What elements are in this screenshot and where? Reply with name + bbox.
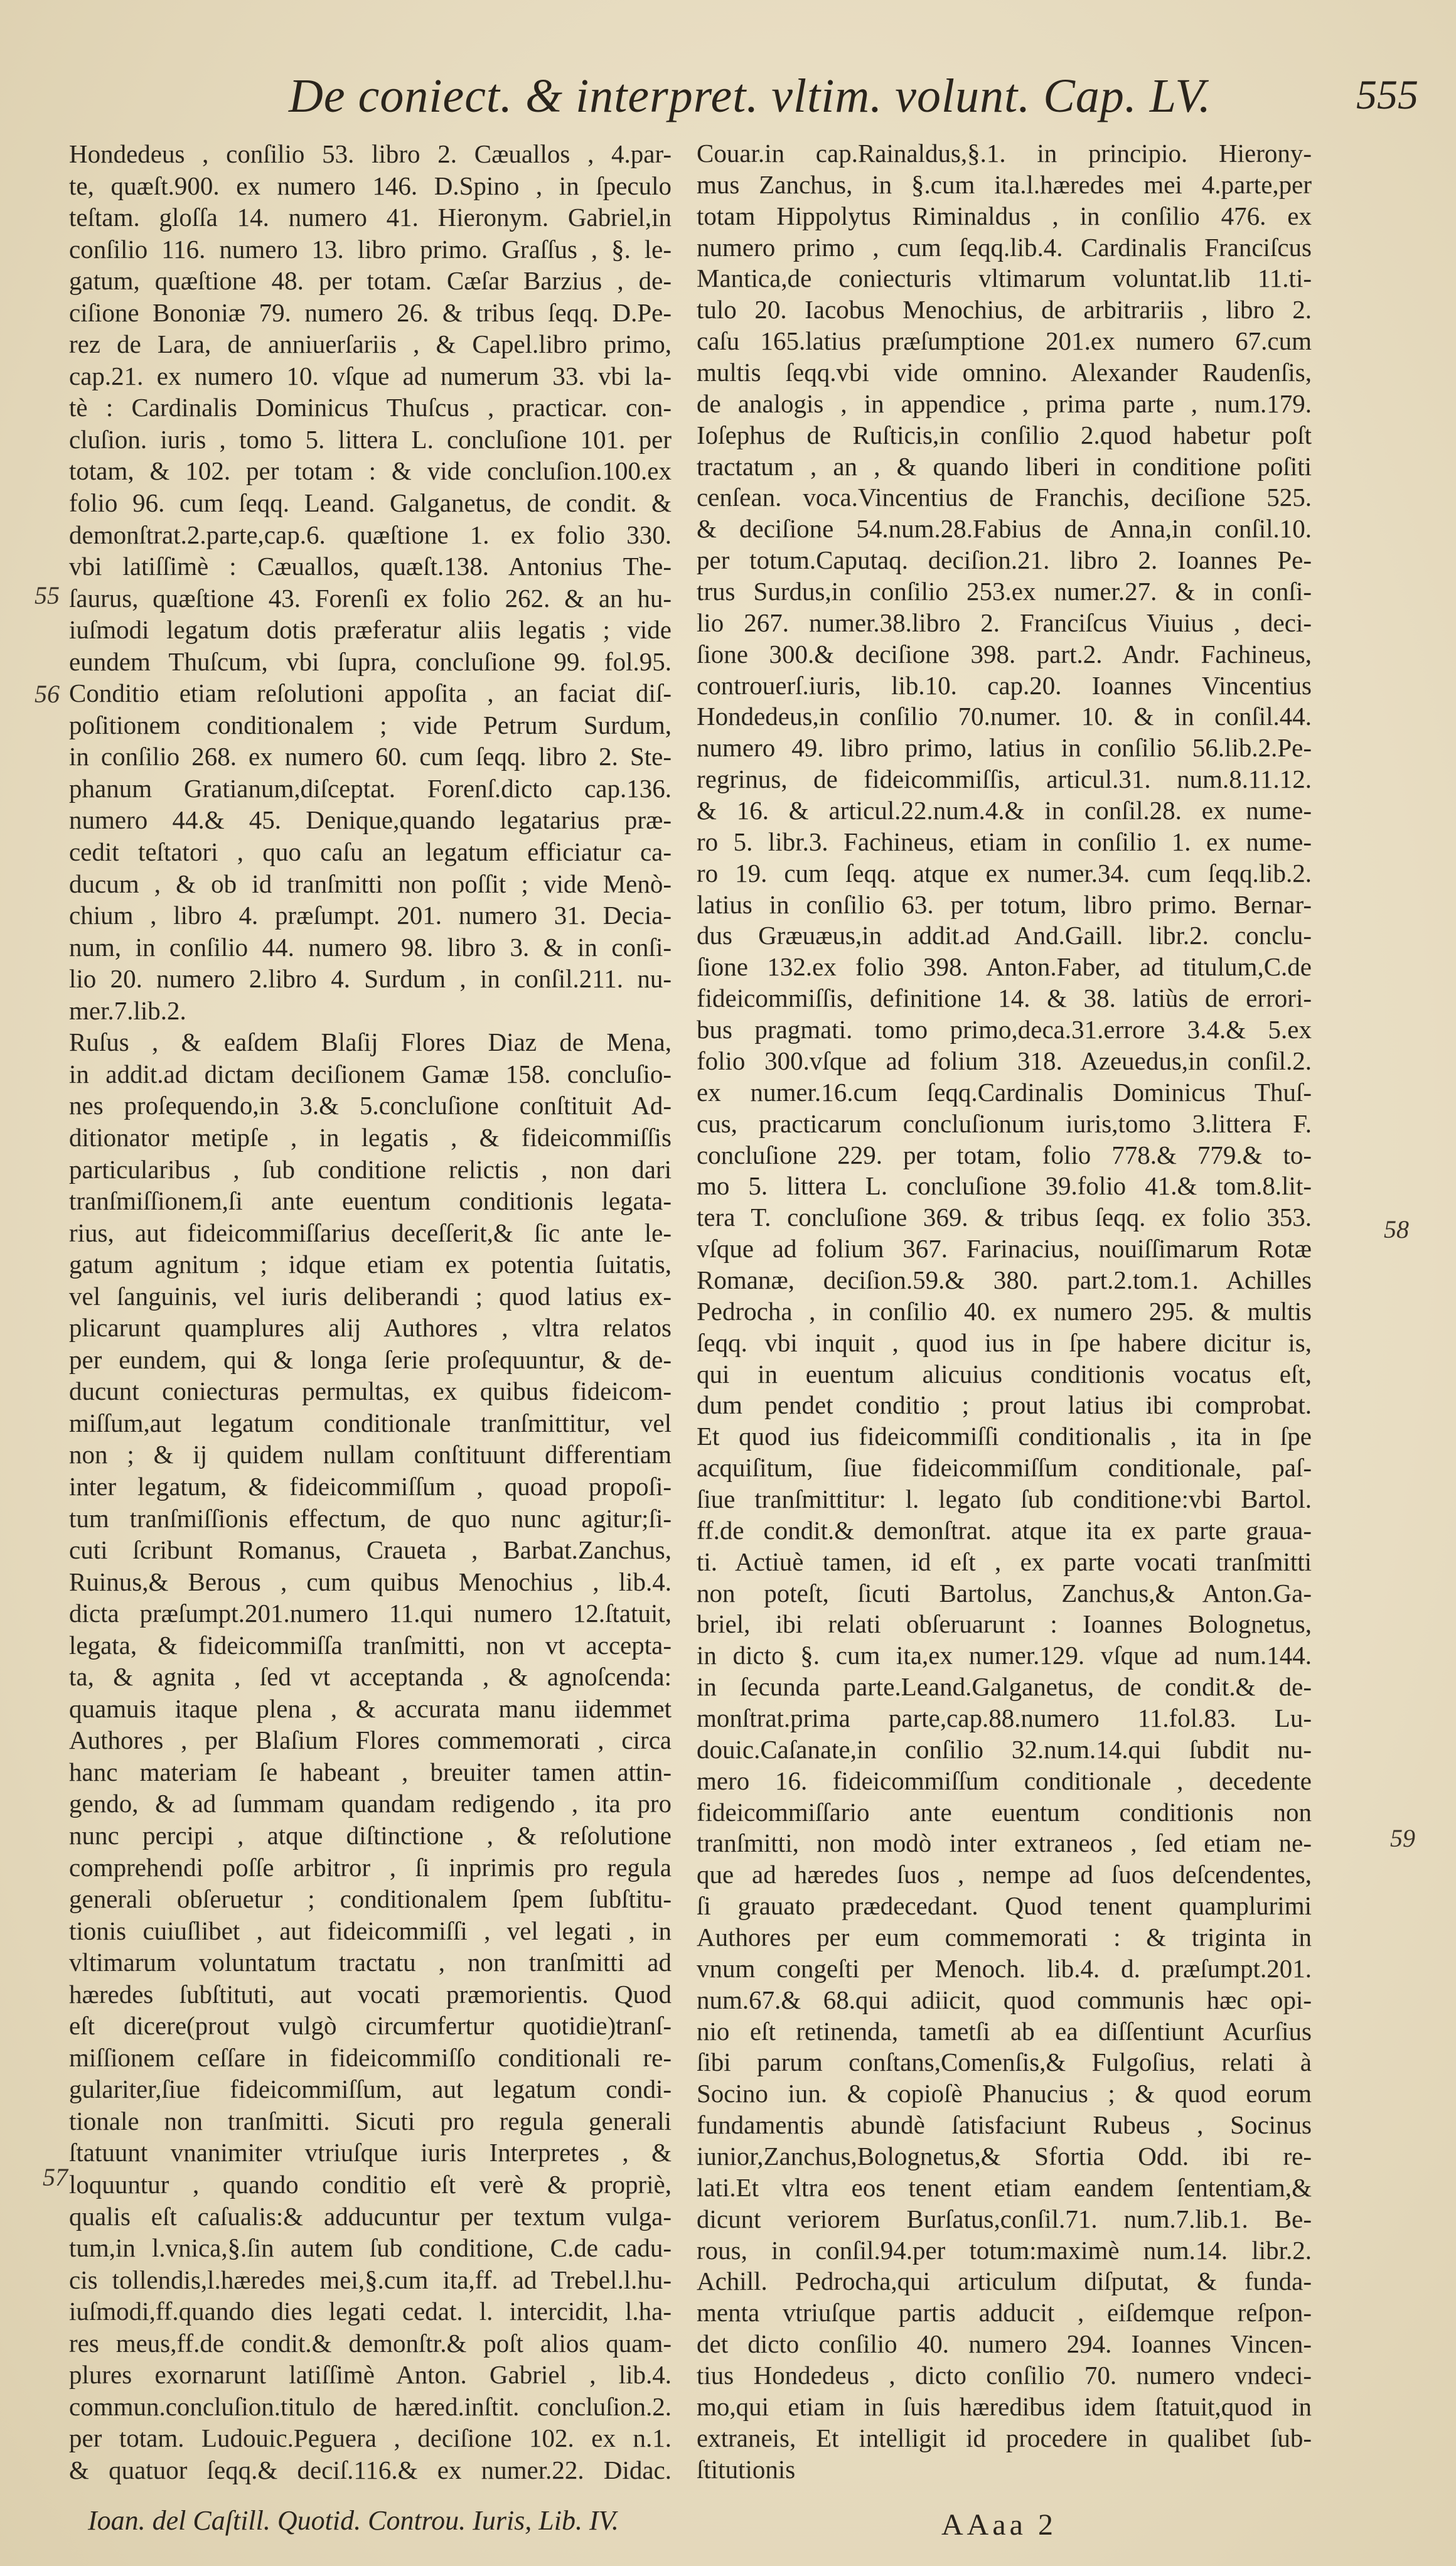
text-line: numero 49. libro primo, latius in conſilio 56.lib.2.Pe-: [697, 733, 1312, 763]
text-line: mo 5. littera L. concluſione 39.folio 41.& tom.8.lit-: [697, 1171, 1312, 1201]
text-line: ſi grauato prædecedant. Quod tenent quamplurimi: [697, 1891, 1312, 1921]
text-line: iunior,Zanchus,Bolognetus,& Sfortia Odd. ibi re-: [697, 2142, 1312, 2171]
text-line: ſione 300.& deciſione 398. part.2. Andr. Fachineus,: [697, 639, 1312, 668]
text-line: ſtitutionis: [697, 2454, 796, 2484]
text-line: nes proſequendo,in 3.& 5.concluſione conſtituit Ad-: [69, 1091, 672, 1120]
text-line: menta vtriuſque partis adducit , eiſdemque reſpon-: [697, 2298, 1312, 2327]
text-line: te, quæſt.900. ex numero 146. D.Spino , in ſpeculo: [69, 171, 672, 200]
text-line: plures exornarunt latiſſimè Anton. Gabriel , lib.4.: [69, 2360, 672, 2390]
text-line: Et quod ius fideicommiſſi conditionalis , ita in ſpe: [697, 1422, 1312, 1451]
text-line: tè : Cardinalis Dominicus Thuſcus , practicar. con-: [69, 393, 672, 422]
signature-mark: AAaa 2: [941, 2508, 1057, 2542]
text-line: nunc percipi , atque diſtinctione , & reſolutione: [69, 1820, 672, 1850]
text-line: tionis cuiuſlibet , aut fideicommiſſi , vel legati , in: [69, 1916, 672, 1945]
text-line: tius Hondedeus , dicto conſilio 70. numero vndeci-: [697, 2361, 1312, 2390]
text-line: fideicommiſſis, definitione 14. & 38. latiùs de errori-: [697, 984, 1312, 1013]
text-line: num, in conſilio 44. numero 98. libro 3. & in conſi-: [69, 932, 672, 962]
text-line: totam, & 102. per totam : & vide concluſion.100.ex: [69, 456, 672, 486]
text-line: in conſilio 268. ex numero 60. cum ſeqq. libro 2. Ste-: [69, 742, 672, 771]
text-line: phanum Gratianum,diſceptat. Forenſ.dicto cap.136.: [69, 773, 672, 803]
margin-number-57: 57: [43, 2163, 68, 2191]
text-line: extraneis, Et intelligit id procedere in qualibet ſub-: [697, 2423, 1312, 2452]
text-line: iuſmodi legatum dotis præferatur aliis legatis ; vide: [69, 615, 672, 645]
text-line: tera T. concluſione 369. & tribus ſeqq. ex folio 353.: [697, 1203, 1312, 1232]
text-line: non ; & ij quidem nullam conſtituunt differentiam: [69, 1440, 672, 1469]
text-line: tulo 20. Iacobus Menochius, de arbitrariis , libro 2.: [697, 295, 1312, 325]
running-header: [289, 69, 1431, 138]
text-line: demonſtrat.2.parte,cap.6. quæſtione 1. ex folio 330.: [69, 520, 672, 549]
text-line: ti. Actiuè tamen, id eſt , ex parte vocati tranſmitti: [697, 1547, 1312, 1576]
text-line: dicunt veriorem Burſatus,conſil.71. num.7.lib.1. Be-: [697, 2204, 1312, 2233]
text-line: ſibi parum conſtans,Comenſis,& Fulgoſius, relati à: [697, 2048, 1312, 2077]
text-line: gatum agnitum ; idque etiam ex potentia ſuitatis,: [69, 1250, 672, 1279]
text-line: Ruinus,& Berous , cum quibus Menochius , lib.4.: [69, 1567, 672, 1596]
text-line: ſtatuunt vnanimiter vtriuſque iuris Interpretes , &: [69, 2138, 672, 2167]
text-line: de analogis , in appendice , prima parte , num.179.: [697, 389, 1312, 418]
text-line: fideicommiſſario ante euentum conditionis non: [697, 1797, 1312, 1827]
text-line: lio 267. numer.38.libro 2. Franciſcus Viuius , deci-: [697, 608, 1312, 637]
text-line: mo,qui etiam in ſuis hæredibus idem ſtatuit,quod in: [697, 2392, 1312, 2421]
text-line: Hondedeus,in conſilio 70.numer. 10. & in conſil.44.: [697, 702, 1312, 731]
margin-number-55: 55: [35, 581, 60, 609]
text-line: ſaurus, quæſtione 43. Forenſi ex folio 262. & an hu-: [69, 583, 672, 613]
text-line: dus Græuæus,in addit.ad And.Gaill. libr.2. conclu-: [697, 921, 1312, 950]
text-line: lio 20. numero 2.libro 4. Surdum , in conſil.211. nu-: [69, 964, 672, 994]
text-line: ducum , & ob id tranſmitti non poſſit ; vide Menò-: [69, 869, 672, 898]
text-line: monſtrat.prima parte,cap.88.numero 11.fol.83. Lu-: [697, 1703, 1312, 1732]
text-line: fundamentis abundè ſatisfaciunt Rubeus , Socinus: [697, 2110, 1312, 2140]
text-line: que ad hæredes ſuos , nempe ad ſuos deſcendentes,: [697, 1860, 1312, 1889]
text-line: ro 19. cum ſeqq. atque ex numer.34. cum ſeqq.lib.2.: [697, 858, 1312, 888]
text-line: num.67.& 68.qui adiicit, quod communis hæc opi-: [697, 1985, 1312, 2014]
text-line: dicta præſumpt.201.numero 11.qui numero 12.ſtatuit,: [69, 1599, 672, 1628]
text-line: & deciſione 54.num.28.Fabius de Anna,in conſil.10.: [697, 514, 1312, 544]
text-line: briel, ibi relati obſeruarunt : Ioannes Bolognetus,: [697, 1609, 1312, 1639]
text-line: cap.21. ex numero 10. vſque ad numerum 33. vbi la-: [69, 361, 672, 390]
text-line: eundem Thuſcum, vbi ſupra, concluſione 99. fol.95.: [69, 647, 672, 676]
text-line: gatum, quæſtione 48. per totam. Cæſar Barzius , de-: [69, 266, 672, 296]
text-line: tractatum , an , & quando liberi in conditione poſiti: [697, 451, 1312, 481]
text-line: numero 44.& 45. Denique,quando legatarius præ-: [69, 805, 672, 835]
running-title: De coniect. & interpret. vltim. volunt. Cap. LV.: [289, 70, 1211, 122]
text-line: gulariter,ſiue fideicommiſſum, aut legatum condi-: [69, 2075, 672, 2104]
text-line: mero 16. fideicommiſſum conditionale , decedente: [697, 1766, 1312, 1795]
text-line: inter legatum, & fideicommiſſum , quoad propoſi-: [69, 1471, 672, 1501]
text-line: cluſion. iuris , tomo 5. littera L. concluſione 101. per: [69, 424, 672, 454]
text-line: controuerſ.iuris, lib.10. cap.20. Ioannes Vincentius: [697, 670, 1312, 700]
text-line: hæredes ſubſtituti, aut vocati præmorientis. Quod: [69, 1979, 672, 2009]
text-line: cenſean. voca.Vincentius de Franchis, deciſione 525.: [697, 483, 1312, 512]
text-line: acquiſitum, ſiue fideicommiſſum conditionale, paſ-: [697, 1453, 1312, 1483]
text-line: vbi latiſſimè : Cæuallos, quæſt.138. Antonius The-: [69, 552, 672, 581]
text-line: ta, & agnita , ſed vt acceptanda , & agnoſcenda:: [69, 1662, 672, 1692]
text-line: bus pragmati. tomo primo,deca.31.errore 3.4.& 5.ex: [697, 1015, 1312, 1044]
text-line: per totam. Ludouic.Peguera , deciſione 102. ex n.1.: [69, 2424, 672, 2453]
text-line: in dicto §. cum ita,ex numer.129. vſque ad num.144.: [697, 1641, 1312, 1670]
text-line: legata, & fideicommiſſa tranſmitti, non vt accepta-: [69, 1630, 672, 1660]
text-line: plicarunt quamplures alij Authores , vltra relatos: [69, 1313, 672, 1343]
text-line: ſeqq. vbi inquit , quod ius in ſpe habere dicitur is,: [697, 1328, 1312, 1357]
text-line: per eundem, qui & longa ſerie proſequuntur, & de-: [69, 1345, 672, 1374]
text-line: totam Hippolytus Riminaldus , in conſilio 476. ex: [697, 201, 1312, 230]
text-line: Hondedeus , conſilio 53. libro 2. Cæuallos , 4.par-: [69, 139, 672, 168]
text-line: miſſum,aut legatum conditionale tranſmittitur, vel: [69, 1408, 672, 1437]
text-line: ſiue tranſmittitur: l. legato ſub conditione:vbi Bartol.: [697, 1484, 1312, 1513]
margin-number-56: 56: [35, 680, 60, 708]
text-line: non poteſt, ſicuti Bartolus, Zanchus,& Anton.Ga-: [697, 1578, 1312, 1608]
text-line: rius, aut fideicommiſſarius deceſſerit,& ſic ante le-: [69, 1218, 672, 1247]
text-line: ro 5. libr.3. Fachineus, etiam in conſilio 1. ex nume-: [697, 827, 1312, 856]
text-line: tionale non tranſmitti. Sicuti pro regula generali: [69, 2106, 672, 2135]
text-line: ex numer.16.cum ſeqq.Cardinalis Dominicus Thuſ-: [697, 1077, 1312, 1107]
text-line: qui in euentum alicuius conditionis vocatus eſt,: [697, 1359, 1312, 1388]
text-line: mer.7.lib.2.: [69, 996, 186, 1025]
text-line: Ruſus , & eaſdem Blaſij Flores Diaz de Mena,: [69, 1028, 672, 1057]
text-line: Romanæ, deciſion.59.& 380. part.2.tom.1. Achilles: [697, 1265, 1312, 1294]
text-line: det dicto conſilio 40. numero 294. Ioannes Vincen-: [697, 2329, 1312, 2359]
text-line: in ſecunda parte.Leand.Galganetus, de condit.& de-: [697, 1672, 1312, 1702]
text-line: commun.concluſion.titulo de hæred.inſtit. concluſion.2.: [69, 2392, 672, 2421]
text-line: cis tollendis,l.hæredes mei,§.cum ita,ff. ad Trebel.l.hu-: [69, 2265, 672, 2294]
text-line: vnum congeſti per Menoch. lib.4. d. præſumpt.201.: [697, 1953, 1312, 1983]
text-line: Achill. Pedrocha,qui articulum diſputat, & funda-: [697, 2267, 1312, 2296]
text-line: tranſmitti, non modò inter extraneos , ſed etiam ne-: [697, 1828, 1312, 1858]
text-line: iuſmodi,ff.quando dies legati cedat. l. intercidit, l.ha-: [69, 2297, 672, 2326]
text-line: chium , libro 4. præſumpt. 201. numero 31. Decia-: [69, 901, 672, 930]
text-line: eſt dicere(prout vulgò circumfertur quotidie)tranſ-: [69, 2011, 672, 2041]
text-line: regrinus, de fideicommiſſis, articul.31. num.8.11.12.: [697, 765, 1312, 794]
text-line: Conditio etiam reſolutioni appoſita , an faciat diſ-: [69, 679, 672, 708]
text-line: nio eſt retinenda, tametſi ab ea diſſentiunt Acurſius: [697, 2016, 1312, 2046]
text-line: ff.de condit.& demonſtrat. atque ita ex parte graua-: [697, 1515, 1312, 1545]
text-line: poſitionem conditionalem ; vide Petrum Surdum,: [69, 710, 672, 739]
text-line: comprehendi poſſe arbitror , ſi inprimis pro regula: [69, 1852, 672, 1882]
right-text-column: [697, 138, 1312, 2485]
left-text-column: [69, 138, 672, 2486]
text-line: tum,in l.vnica,§.ſin autem ſub conditione, C.de cadu-: [69, 2233, 672, 2263]
text-line: loquuntur , quando conditio eſt verè & propriè,: [69, 2170, 672, 2199]
text-line: lati.Et vltra eos tenent etiam eandem ſententiam,&: [697, 2172, 1312, 2202]
text-line: Authores , per Blaſium Flores commemorati , circa: [69, 1726, 672, 1755]
text-line: in addit.ad dictam deciſionem Gamæ 158. concluſio-: [69, 1059, 672, 1088]
text-line: quamuis itaque plena , & accurata manu iidemmet: [69, 1694, 672, 1723]
text-line: ſione 132.ex folio 398. Anton.Faber, ad titulum,C.de: [697, 952, 1312, 982]
text-line: & quatuor ſeqq.& deciſ.116.& ex numer.22. Didac.: [69, 2455, 672, 2484]
text-line: qualis eſt caſualis:& adducuntur per textum vulga-: [69, 2201, 672, 2231]
text-line: dum pendet conditio ; prout latius ibi comprobat.: [697, 1390, 1312, 1420]
margin-number-59: 59: [1390, 1824, 1415, 1852]
text-line: folio 300.vſque ad folium 318. Azeuedus,in conſil.2.: [697, 1046, 1312, 1075]
text-line: miſſionem ceſſare in fideicommiſſo conditionali re-: [69, 2043, 672, 2072]
text-line: Mantica,de coniecturis vltimarum voluntat.lib 11.ti-: [697, 264, 1312, 293]
text-line: tranſmiſſionem,ſi ante euentum conditionis legata-: [69, 1186, 672, 1216]
text-line: cuti ſcribunt Romanus, Craueta , Barbat.Zanchus,: [69, 1535, 672, 1565]
text-line: Couar.in cap.Rainaldus,§.1. in principio. Hierony-: [697, 139, 1312, 168]
text-line: folio 96. cum ſeqq. Leand. Galganetus, de condit. &: [69, 488, 672, 518]
text-line: douic.Caſanate,in conſilio 32.num.14.qui ſubdit nu-: [697, 1734, 1312, 1764]
text-line: Pedrocha , in conſilio 40. ex numero 295. & multis: [697, 1296, 1312, 1326]
text-line: rez de Lara, de anniuerſariis , & Capel.libro primo,: [69, 330, 672, 359]
text-line: mus Zanchus, in §.cum ita.l.hæredes mei 4.parte,per: [697, 169, 1312, 199]
text-line: generali obſeruetur ; conditionalem ſpem ſubſtitu-: [69, 1884, 672, 1914]
text-line: rous, in conſil.94.per totum:maximè num.14. libr.2.: [697, 2235, 1312, 2265]
text-line: Ioſephus de Ruſticis,in conſilio 2.quod habetur poſt: [697, 420, 1312, 449]
text-line: Authores per eum commemorati : & triginta in: [697, 1922, 1312, 1951]
text-line: numero primo , cum ſeqq.lib.4. Cardinalis Franciſcus: [697, 232, 1312, 262]
text-line: teſtam. gloſſa 14. numero 41. Hieronym. Gabriel,in: [69, 203, 672, 232]
text-line: multis ſeqq.vbi vide omnino. Alexander Raudenſis,: [697, 358, 1312, 387]
text-line: Socino iun. & copioſè Phanucius ; & quod eorum: [697, 2079, 1312, 2108]
text-line: cus, practicarum concluſionum iuris,tomo 3.littera F.: [697, 1109, 1312, 1138]
text-line: concluſione 229. per totam, folio 778.& 779.& to-: [697, 1140, 1312, 1169]
text-line: ditionator metipſe , in legatis , & fideicommiſſis: [69, 1122, 672, 1152]
margin-number-58: 58: [1384, 1215, 1409, 1243]
text-line: per totum.Caputaq. deciſion.21. libro 2. Ioannes Pe-: [697, 545, 1312, 575]
text-line: vel ſanguinis, vel iuris deliberandi ; quod latius ex-: [69, 1281, 672, 1311]
text-line: hanc materiam ſe habeant , breuiter tamen attin-: [69, 1757, 672, 1786]
text-line: & 16. & articul.22.num.4.& in conſil.28. ex nume-: [697, 796, 1312, 825]
page-number: 555: [1356, 72, 1418, 118]
text-line: gendo, & ad ſummam quandam redigendo , ita pro: [69, 1789, 672, 1818]
catchword-footer: Ioan. del Caſtill. Quotid. Controu. Iuris, Lib. IV.: [88, 2505, 619, 2536]
text-line: ciſione Bononiæ 79. numero 26. & tribus ſeqq. D.Pe-: [69, 298, 672, 327]
text-line: cedit teſtatori , quo caſu an legatum efficiatur ca-: [69, 837, 672, 867]
text-line: trus Surdus,in conſilio 253.ex numer.27. & in conſi-: [697, 577, 1312, 606]
text-line: vltimarum voluntatum tractatu , non tranſmitti ad: [69, 1948, 672, 1977]
text-line: tum tranſmiſſionis effectum, de quo nunc agitur;ſi-: [69, 1503, 672, 1533]
text-line: vſque ad folium 367. Farinacius, nouiſſimarum Rotæ: [697, 1234, 1312, 1264]
text-line: ducunt coniecturas permultas, ex quibus fideicom-: [69, 1377, 672, 1406]
text-line: caſu 165.latius præſumptione 201.ex numero 67.cum: [697, 326, 1312, 356]
text-line: res meus,ff.de condit.& demonſtr.& poſt alios quam-: [69, 2328, 672, 2358]
text-line: conſilio 116. numero 13. libro primo. Graſſus , §. le-: [69, 234, 672, 264]
text-line: particularibus , ſub conditione relictis , non dari: [69, 1154, 672, 1184]
text-line: latius in conſilio 63. per totum, libro primo. Bernar-: [697, 889, 1312, 919]
